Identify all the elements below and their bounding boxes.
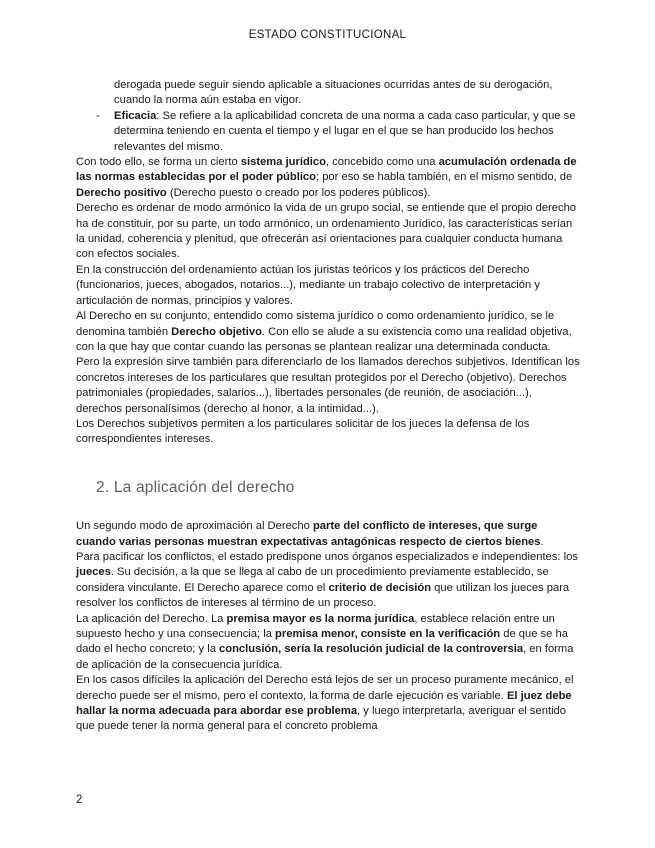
paragraph: Al Derecho en su conjunto, entendido como sistema jurídico o como ordenamiento jurídico, se le denomina también Derecho objetivo. Con ello se alude a su existencia como una realidad objetiva, con la que hay que contar cuando las personas se plantean realizar una determinada conducta. bbox=[76, 310, 572, 353]
bullet-dash: - bbox=[96, 109, 100, 122]
page-number: 2 bbox=[76, 794, 83, 806]
paragraph: Pero la expresión sirve también para diferenciarlo de los llamados derechos subjetivos. Identifican los concretos intereses de los particulares que resultan protegidos por el Derecho (objetivo). Derechos patrimoniales (propiedades, salarios...), libertades personales (de reunión, de asociación...), derechos personalísimos (derecho al honor, a la intimidad...). bbox=[76, 356, 580, 415]
bullet-continuation: derogada puede seguir siendo aplicable a situaciones ocurridas antes de su derogación, cuando la norma aún estaba en vigor. bbox=[114, 79, 553, 107]
paragraph: Para pacificar los conflictos, el estado predispone unos órganos especializados e independientes: los jueces. Su decisión, a la que se llega al cabo de un procedimiento previamente establecido, se considera vinculante. El Derecho aparece como el criterio de decisión que utilizan los jueces para resolver los conflictos de intereses al término de un proceso. bbox=[76, 550, 578, 610]
paragraph: Los Derechos subjetivos permiten a los particulares solicitar de los jueces la defensa de los correspondientes intereses. bbox=[76, 417, 530, 446]
paragraph: La aplicación del Derecho. La premisa mayor es la norma jurídica, establece relación entre un supuesto hecho y una consecuencia; la premisa menor, consiste en la verificación de que se ha dado el hecho concreto; y la conclusión, sería la resolución judicial de la controversia, en forma de aplicación de la consecuencia jurídica. bbox=[76, 612, 574, 671]
paragraph: En los casos difíciles la aplicación del Derecho está lejos de ser un proceso puramente mecánico, el derecho puede ser el mismo, pero el contexto, la forma de darle ejecución es variable. El juez debe hallar la norma adecuada para abordar ese problema, y luego interpretarla, averiguar el sentido que puede tener la norma general para el concreto problema bbox=[76, 674, 574, 733]
paragraph: Derecho es ordenar de modo armónico la vida de un grupo social, se entiende que el propio derecho ha de constituir, por su parte, un todo armónico, un ordenamiento Jurídico, las características serían la unidad, coherencia y plenitud, que ofrecerán así orientaciones para cualquier conducta humana con efectos sociales. bbox=[76, 202, 577, 261]
paragraph: En la construcción del ordenamiento actúan los juristas teóricos y los prácticos del Derecho (funcionarios, jueces, abogados, notarios...), mediante un trabajo colectivo de interpretación y articulación de normas, principios y valores. bbox=[76, 263, 540, 307]
document-body bbox=[76, 78, 580, 735]
paragraph: Un segundo modo de aproximación al Derecho parte del conflicto de intereses, que surge cuando varias personas muestran expectativas antagónicas respecto de ciertos bienes. bbox=[76, 520, 544, 548]
paragraph: Con todo ello, se forma un cierto sistema jurídico, concebido como una acumulación ordenada de las normas establecidas por el poder público; por eso se habla también, en el mismo sentido, de Derecho positivo (Derecho puesto o creado por los poderes públicos). bbox=[76, 156, 577, 199]
bullet-eficacia bbox=[76, 109, 580, 155]
section-heading: 2. La aplicación del derecho bbox=[96, 478, 295, 496]
eficacia-text: : Se refiere a la aplicabilidad concreta de una norma a cada caso particular, y que se determina teniendo en cuenta el tiempo y el lugar en el que se han producido los hechos relevantes del mismo. bbox=[114, 109, 576, 153]
page-header: ESTADO CONSTITUCIONAL bbox=[248, 29, 407, 41]
term-eficacia: Eficacia bbox=[114, 109, 157, 122]
